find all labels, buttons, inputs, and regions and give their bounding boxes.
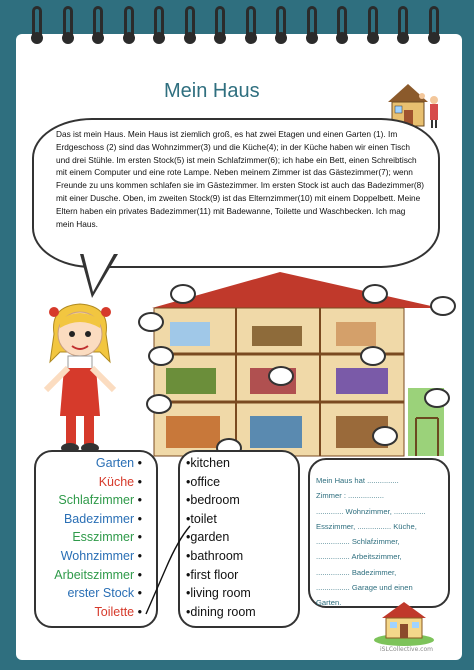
german-word-label: Esszimmer	[72, 530, 135, 545]
german-word-label: Küche	[98, 474, 135, 489]
english-word-item[interactable]	[186, 475, 220, 489]
label-circle-3[interactable]	[138, 312, 164, 332]
german-word-item[interactable]	[72, 530, 142, 544]
spiral-hole	[214, 32, 226, 44]
girl-illustration	[30, 298, 130, 458]
bullet-icon: •	[134, 474, 142, 489]
german-word-item[interactable]	[96, 456, 142, 470]
english-word-label: garden	[190, 530, 230, 545]
bullet-icon: •	[186, 511, 191, 526]
bullet-icon: •	[134, 493, 142, 508]
english-word-label: dining room	[190, 604, 256, 619]
english-word-label: office	[190, 474, 221, 489]
fill-in-line[interactable]: ................ Badezimmer,	[316, 567, 397, 577]
spiral-hole	[245, 32, 257, 44]
label-circle-2[interactable]	[362, 284, 388, 304]
spiral-hole	[428, 32, 440, 44]
spiral-hole	[275, 32, 287, 44]
fill-in-line[interactable]: Esszimmer, ................ Küche,	[316, 521, 417, 531]
english-word-item[interactable]	[186, 456, 230, 470]
english-word-label: bathroom	[190, 549, 244, 563]
english-word-label: living room	[190, 586, 251, 601]
cottage-illustration	[372, 596, 436, 646]
bullet-icon: •	[186, 567, 191, 582]
spiral-hole	[367, 32, 379, 44]
spiral-hole	[31, 32, 43, 44]
bullet-icon: •	[134, 549, 142, 563]
bullet-icon: •	[134, 511, 142, 526]
bullet-icon: •	[186, 493, 191, 508]
label-circle-5[interactable]	[148, 346, 174, 366]
german-word-item[interactable]	[67, 586, 142, 600]
spiral-hole	[123, 32, 135, 44]
spiral-hole	[336, 32, 348, 44]
fill-in-line[interactable]: ............. Wohnzimmer, ...............	[316, 506, 426, 516]
german-word-item[interactable]	[58, 493, 142, 507]
bullet-icon: •	[186, 604, 191, 619]
english-word-label: bedroom	[190, 493, 240, 508]
label-circle-8[interactable]	[424, 388, 450, 408]
german-word-item[interactable]	[64, 512, 142, 526]
bullet-icon: •	[134, 530, 142, 545]
bullet-icon: •	[134, 567, 142, 582]
bullet-icon: •	[134, 456, 142, 470]
spiral-hole	[306, 32, 318, 44]
german-word-label: erster Stock	[67, 586, 135, 601]
spiral-hole	[153, 32, 165, 44]
speech-bubble-tail-fill	[83, 252, 115, 292]
label-circle-4[interactable]	[430, 296, 456, 316]
english-word-item[interactable]	[186, 493, 240, 507]
spiral-hole	[397, 32, 409, 44]
fill-in-line[interactable]: ................ Arbeitszimmer,	[316, 552, 402, 562]
bullet-icon: •	[134, 586, 142, 601]
german-word-label: Arbeitszimmer	[54, 567, 135, 582]
spiral-hole	[62, 32, 74, 44]
spiral-hole	[184, 32, 196, 44]
label-circle-9[interactable]	[268, 366, 294, 386]
german-word-item[interactable]	[54, 568, 142, 582]
label-circle-6[interactable]	[360, 346, 386, 366]
german-word-label: Wohnzimmer	[60, 549, 135, 563]
bullet-icon: •	[186, 586, 191, 601]
bullet-icon: •	[186, 456, 191, 470]
fill-in-line[interactable]: Mein Haus hat ...............	[316, 476, 399, 485]
watermark-text: iSLCollective.com	[380, 646, 433, 653]
german-word-label: Schlafzimmer	[58, 493, 135, 508]
fill-in-line[interactable]: ................ Schlafzimmer,	[316, 537, 400, 547]
fill-in-line[interactable]: ................ Garage und einen	[316, 583, 413, 593]
english-word-label: first floor	[190, 567, 239, 582]
german-word-item[interactable]	[95, 605, 142, 619]
german-words-list	[34, 456, 142, 626]
page-title: Mein Haus	[164, 80, 260, 102]
label-circle-11[interactable]	[372, 426, 398, 446]
label-circle-1[interactable]	[170, 284, 196, 304]
label-circle-7[interactable]	[146, 394, 172, 414]
reading-text: Das ist mein Haus. Mein Haus ist ziemlich groß, es hat zwei Etagen und einen Garten (1). Im Erdgeschoss (2) sind das Wohnzimmer(3) und die Küche(4); in der Küche haben wir einen Tisch und drei Stühle. Im ersten Stock(5) ist mein Schlafzimmer(6); ich habe ein Bett, einen Schreibtisch mit einem Computer und eine rote Lampe. Neben meinem Zimmer ist das Gästezimmer(7); wenn Freunde zu uns kommen schlafen sie im Gästezimmer. Im ersten Stock ist auch das Badezimmer(8) mit einer Dusche. Oben, im zweiten Stock(9) ist das Elternzimmer(10) mit einem Doppelbett. Meine Eltern haben ein privates Badezimmer(11) mit Badewanne, Toilette und Waschbecken. Ich mag mein Haus.	[56, 129, 424, 229]
bullet-icon: •	[134, 604, 142, 619]
german-word-item[interactable]	[61, 549, 142, 563]
german-word-label: Toilette	[94, 604, 135, 619]
connecting-line	[140, 520, 200, 620]
german-word-label: Garten	[95, 456, 135, 470]
bullet-icon: •	[186, 530, 191, 545]
german-word-item[interactable]	[99, 475, 142, 489]
english-word-label: kitchen	[190, 456, 230, 470]
bullet-icon: •	[186, 474, 191, 489]
fill-in-exercise	[316, 473, 444, 611]
bullet-icon: •	[186, 549, 191, 563]
english-word-label: toilet	[190, 511, 217, 526]
fill-in-line[interactable]: Zimmer : .................	[316, 491, 384, 501]
german-word-label: Badezimmer	[63, 511, 135, 526]
fill-in-line[interactable]: Garten.	[316, 598, 342, 608]
spiral-hole	[92, 32, 104, 44]
spiral-binding	[24, 6, 454, 46]
english-words-list	[186, 456, 296, 626]
